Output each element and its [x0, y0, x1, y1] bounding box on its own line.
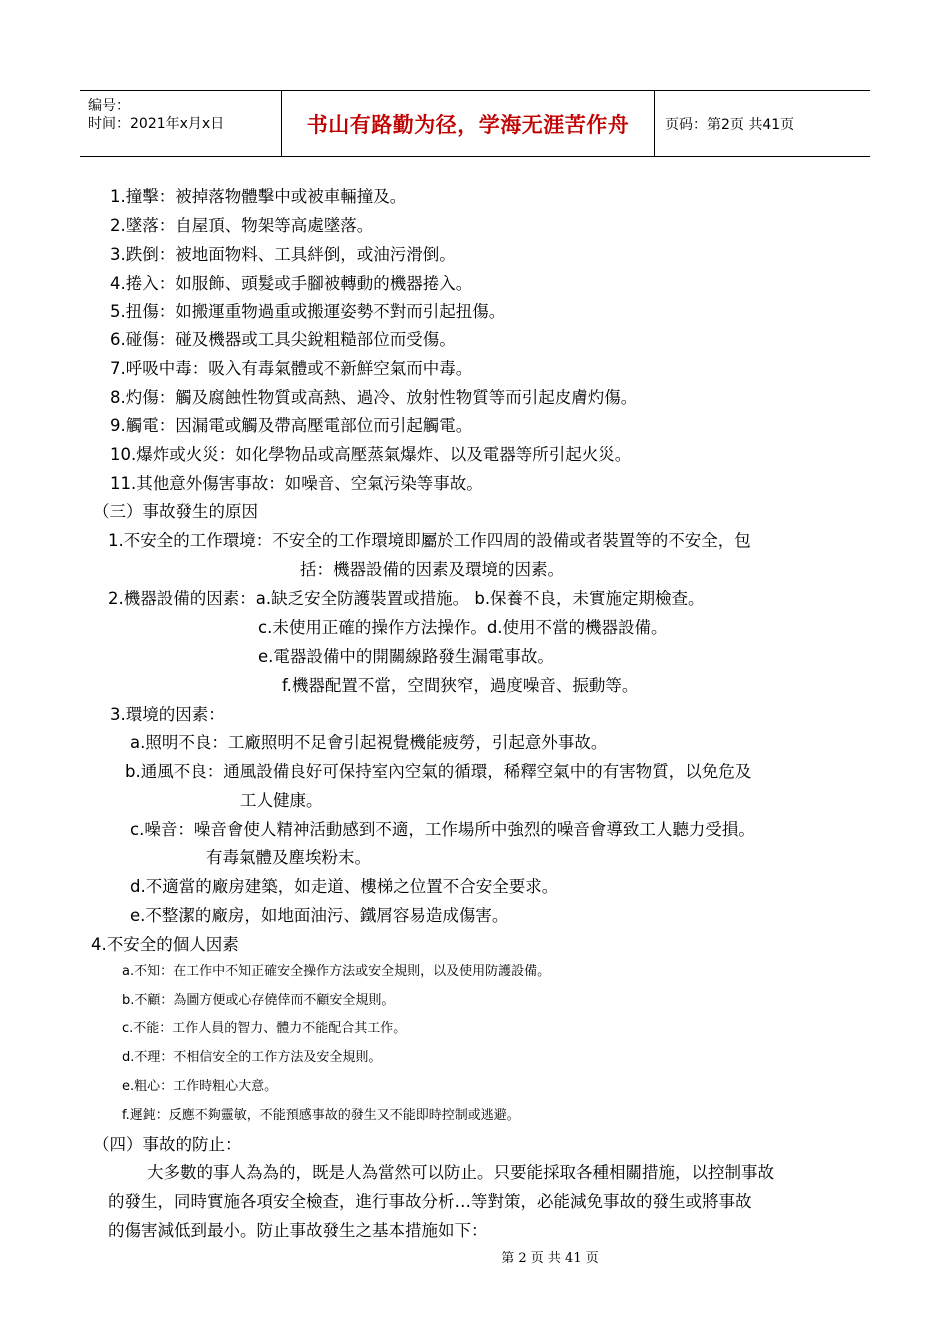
- text-line: 有毒氣體及塵埃粉末。: [206, 848, 371, 867]
- text-line: c.不能：工作人員的智力、體力不能配合其工作。: [122, 1021, 407, 1036]
- text-line: 1.不安全的工作環境：不安全的工作環境即屬於工作四周的設備或者裝置等的不安全，包: [108, 531, 751, 550]
- text-line: f.遲鈍：反應不夠靈敏，不能預感事故的發生又不能即時控制或逃避。: [122, 1108, 520, 1123]
- header-motto: 书山有路勤为径，学海无涯苦作舟: [306, 111, 630, 137]
- text-line: 3.環境的因素：: [110, 705, 225, 724]
- text-line: f.機器配置不當，空間狹窄，過度噪音、振動等。: [282, 676, 639, 695]
- text-line: 5.扭傷：如搬運重物過重或搬運姿勢不對而引起扭傷。: [110, 302, 506, 321]
- text-line: 的發生，同時實施各項安全檢查，進行事故分析…等對策，必能減免事故的發生或將事故: [108, 1192, 752, 1211]
- header-motto-cell: [282, 91, 655, 156]
- text-line: 的傷害減低到最小。防止事故發生之基本措施如下：: [108, 1221, 488, 1240]
- text-line: 2.機器設備的因素：a.缺乏安全防護裝置或措施。 b.保養不良，未實施定期檢查。: [108, 589, 705, 608]
- text-line: 6.碰傷：碰及機器或工具尖銳粗糙部位而受傷。: [110, 330, 456, 349]
- text-line: 10.爆炸或火災：如化學物品或高壓蒸氣爆炸、以及電器等所引起火災。: [110, 445, 632, 464]
- section-heading: （三）事故發生的原因: [93, 502, 258, 521]
- header-page-info: 页码：第2页 共41页: [665, 116, 795, 133]
- text-line: b.不顧：為圖方便或心存僥倖而不顧安全規則。: [122, 993, 395, 1008]
- text-line: b.通風不良：通風設備良好可保持室內空氣的循環，稀釋空氣中的有害物質，以免危及: [125, 762, 752, 781]
- text-line: d.不適當的廠房建築，如走道、樓梯之位置不合安全要求。: [130, 877, 559, 896]
- document-time: 时间：2021年x月x日: [88, 116, 225, 132]
- text-line: 11.其他意外傷害事故：如噪音、空氣污染等事故。: [110, 474, 483, 493]
- text-line: 2.墜落：自屋頂、物架等高處墜落。: [110, 216, 374, 235]
- text-line: e.不整潔的廠房，如地面油污、鐵屑容易造成傷害。: [130, 906, 509, 925]
- text-line: 4.不安全的個人因素: [91, 935, 239, 954]
- text-line: 9.觸電：因漏電或觸及帶高壓電部位而引起觸電。: [110, 416, 473, 435]
- text-line: 4.捲入：如服飾、頭髮或手腳被轉動的機器捲入。: [110, 274, 473, 293]
- page-header: [80, 90, 870, 157]
- text-line: d.不理：不相信安全的工作方法及安全規則。: [122, 1050, 382, 1065]
- text-line: c.噪音：噪音會使人精神活動感到不適，工作場所中強烈的噪音會導致工人聽力受損。: [130, 820, 755, 839]
- document-number-label: 编号：: [88, 98, 130, 114]
- text-line: 工人健康。: [240, 791, 323, 810]
- text-line: e.粗心：工作時粗心大意。: [122, 1079, 278, 1094]
- text-line: 大多數的事人為為的，既是人為當然可以防止。只要能採取各種相關措施，以控制事故: [147, 1163, 774, 1182]
- text-line: 1.撞擊：被掉落物體擊中或被車輛撞及。: [110, 187, 407, 206]
- text-line: a.不知：在工作中不知正確安全操作方法或安全規則，以及使用防護設備。: [122, 964, 551, 979]
- page-footer: 第 2 页 共 41 页: [501, 1251, 599, 1266]
- header-meta: [80, 91, 282, 156]
- text-line: 3.跌倒：被地面物料、工具絆倒，或油污滑倒。: [110, 245, 456, 264]
- text-line: e.電器設備中的開關線路發生漏電事故。: [258, 647, 554, 666]
- text-line: 括：機器設備的因素及環境的因素。: [300, 560, 564, 579]
- text-line: 8.灼傷：觸及腐蝕性物質或高熱、過冷、放射性物質等而引起皮膚灼傷。: [110, 388, 638, 407]
- header-page-info-cell: [655, 91, 870, 156]
- text-line: c.未使用正確的操作方法操作。d.使用不當的機器設備。: [258, 618, 668, 637]
- text-line: 7.呼吸中毒：吸入有毒氣體或不新鮮空氣而中毒。: [110, 359, 473, 378]
- section-heading: （四）事故的防止：: [93, 1135, 242, 1154]
- text-line: a.照明不良：工廠照明不足會引起視覺機能疲勞，引起意外事故。: [130, 733, 608, 752]
